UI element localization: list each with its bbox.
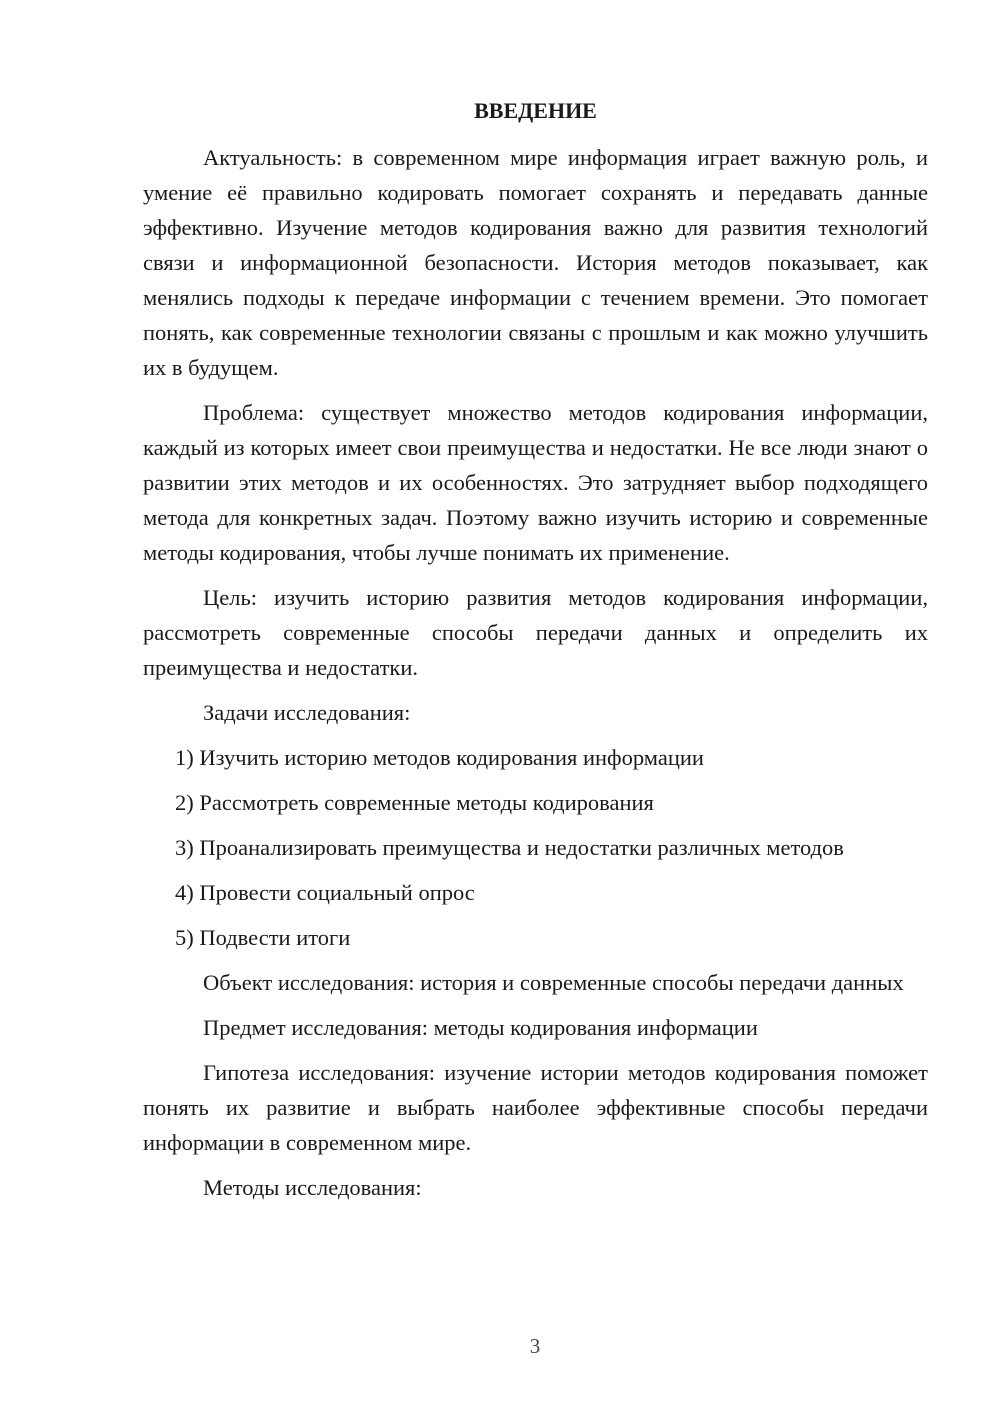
- task-item-3: 3) Проанализировать преимущества и недостатки различных методов: [175, 835, 844, 860]
- hypothesis-paragraph: Гипотеза исследования: изучение истории методов кодирования поможет понять их развитие и выбрать наиболее эффективные способы передачи информации в современном мире.: [143, 1060, 928, 1155]
- tasks-heading: Задачи исследования:: [203, 700, 411, 725]
- task-item-5: 5) Подвести итоги: [175, 925, 351, 950]
- task-item-2: 2) Рассмотреть современные методы кодирования: [175, 790, 654, 815]
- task-item-1: 1) Изучить историю методов кодирования информации: [175, 745, 704, 770]
- goal-paragraph: Цель: изучить историю развития методов кодирования информации, рассмотреть современные способы передачи данных и определить их преимущества и недостатки.: [143, 585, 928, 680]
- page-number: 3: [529, 1334, 541, 1358]
- page-title: ВВЕДЕНИЕ: [474, 98, 597, 123]
- problem-paragraph: Проблема: существует множество методов кодирования информации, каждый из которых имеет свои преимущества и недостатки. Не все люди знают о развитии этих методов и их особенностях. Это затрудняет выбор подходящего метода для конкретных задач. Поэтому важно изучить историю и современные методы кодирования, чтобы лучше понимать их применение.: [143, 400, 928, 565]
- object-paragraph: Объект исследования: история и современные способы передачи данных: [203, 970, 904, 995]
- tasks-list: [143, 740, 928, 955]
- task-item-4: 4) Провести социальный опрос: [175, 880, 475, 905]
- methods-heading: Методы исследования:: [203, 1175, 422, 1200]
- document-page: [143, 96, 928, 1215]
- relevance-paragraph: Актуальность: в современном мире информация играет важную роль, и умение её правильно кодировать помогает сохранять и передавать данные эффективно. Изучение методов кодирования важно для развития технологий связи и информационной безопасности. История методов показывает, как менялись подходы к передаче информации с течением времени. Это помогает понять, как современные технологии связаны с прошлым и как можно улучшить их в будущем.: [143, 145, 928, 380]
- subject-paragraph: Предмет исследования: методы кодирования информации: [203, 1015, 758, 1040]
